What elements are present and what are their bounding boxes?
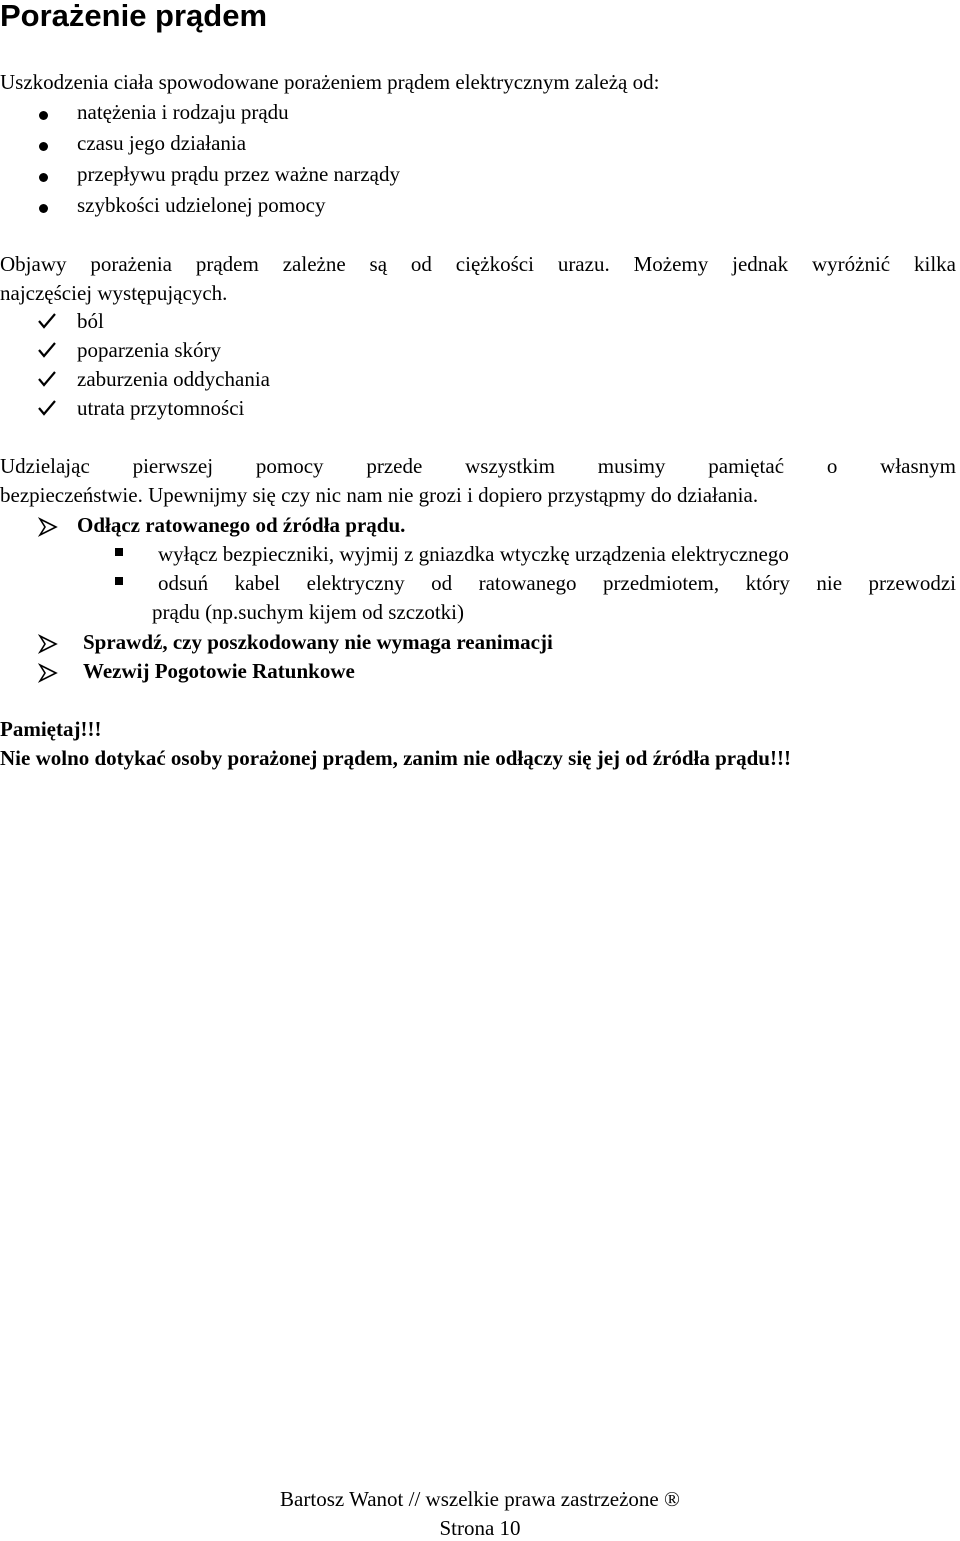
symptoms-intro-line: Objawy porażenia prądem zależne są od ciężkości urazu. Możemy jednak wyróżnić kilka [0, 252, 956, 276]
step-call: Wezwij Pogotowie Ratunkowe [83, 659, 355, 683]
checkmark-icon [38, 313, 56, 329]
substep-continuation: prądu (np.suchym kijem od szczotki) [152, 600, 465, 624]
bullet-dot-icon [39, 204, 48, 213]
bullet-dot-icon [39, 142, 48, 151]
step-disconnect: Odłącz ratowanego od źródła prądu. [77, 513, 406, 537]
symptom-item: utrata przytomności [77, 396, 245, 420]
substep-item: wyłącz bezpieczniki, wyjmij z gniazdka wtyczkę urządzenia elektrycznego [158, 542, 789, 566]
symptom-item: poparzenia skóry [77, 338, 222, 362]
checkmark-icon [38, 342, 56, 358]
checkmark-icon [38, 400, 56, 416]
page-title: Porażenie prądem [0, 0, 268, 33]
intro-paragraph: Uszkodzenia ciała spowodowane porażeniem prądem elektrycznym zależą od: [0, 70, 660, 94]
factor-item: czasu jego działania [77, 131, 247, 155]
bullet-dot-icon [39, 173, 48, 182]
footer-page-number: Strona 10 [439, 1516, 521, 1540]
arrowhead-icon [38, 663, 58, 683]
square-bullet-icon [115, 548, 123, 556]
footer-author: Bartosz Wanot // wszelkie prawa zastrzeżone ® [280, 1487, 680, 1511]
checkmark-icon [38, 371, 56, 387]
warning-text: Nie wolno dotykać osoby porażonej prądem, zanim nie odłączy się jej od źródła prądu!!! [0, 746, 791, 770]
step-check: Sprawdź, czy poszkodowany nie wymaga reanimacji [83, 630, 553, 654]
square-bullet-icon [115, 577, 123, 585]
safety-paragraph-line: Udzielając pierwszej pomocy przede wszystkim musimy pamiętać o własnym [0, 454, 956, 478]
factor-item: przepływu prądu przez ważne narządy [77, 162, 400, 186]
substep-item: odsuń kabel elektryczny od ratowanego przedmiotem, który nie przewodzi [158, 571, 956, 595]
remember-label: Pamiętaj!!! [0, 717, 102, 741]
arrowhead-icon [38, 517, 58, 537]
factor-item: natężenia i rodzaju prądu [77, 100, 289, 124]
symptom-item: ból [77, 309, 104, 333]
factor-item: szybkości udzielonej pomocy [77, 193, 326, 217]
safety-paragraph-line: bezpieczeństwie. Upewnijmy się czy nic nam nie grozi i dopiero przystąpmy do działania. [0, 483, 759, 507]
arrowhead-icon [38, 634, 58, 654]
bullet-dot-icon [39, 111, 48, 120]
symptom-item: zaburzenia oddychania [77, 367, 270, 391]
symptoms-intro-line: najczęściej występujących. [0, 281, 228, 305]
